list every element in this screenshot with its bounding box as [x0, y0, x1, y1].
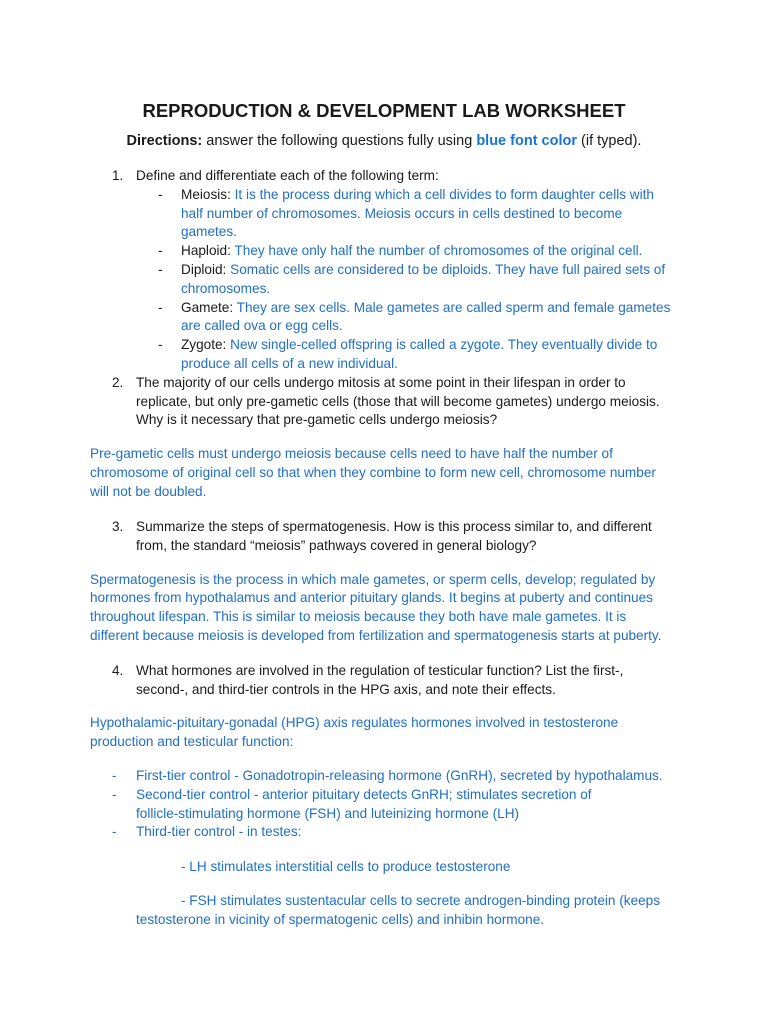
- term-answer: gametes.: [181, 224, 237, 239]
- term-label: Haploid:: [181, 243, 235, 258]
- term-gamete: [181, 299, 670, 318]
- term-answer: are called ova or egg cells.: [181, 318, 343, 333]
- term-answer: It is the process during which a cell divides to form daughter cells with: [234, 187, 654, 202]
- q4-number: 4.: [112, 663, 124, 678]
- term-haploid: [181, 242, 642, 261]
- q2-text: Why is it necessary that pre-gametic cells undergo meiosis?: [136, 412, 498, 427]
- list-bullet: -: [158, 300, 163, 315]
- answer-bullet: -: [112, 824, 117, 839]
- q4-answer: Hypothalamic-pituitary-gonadal (HPG) axis regulates hormones involved in testosterone: [90, 715, 619, 730]
- q2-answer: chromosome of original cell so that when they combine to form new cell, chromosome number: [90, 465, 656, 480]
- q2-text: replicate, but only pre-gametic cells (those that will become gametes) undergo meiosis.: [136, 394, 660, 409]
- term-zygote: [181, 336, 657, 355]
- term-label: Zygote:: [181, 337, 231, 352]
- q2-answer: Pre-gametic cells must undergo meiosis because cells need to have half the number of: [90, 446, 613, 461]
- term-diploid: [181, 261, 665, 280]
- list-bullet: -: [158, 337, 163, 352]
- lh-effect: - LH stimulates interstitial cells to produce testosterone: [181, 859, 511, 874]
- q1-number: 1.: [112, 168, 124, 183]
- fsh-effect: testosterone in vicinity of spermatogenic cells) and inhibin hormone.: [136, 912, 545, 927]
- list-bullet: -: [158, 243, 163, 258]
- term-meiosis: [181, 186, 654, 205]
- term-answer: chromosomes.: [181, 281, 271, 296]
- q3-text: from, the standard “meiosis” pathways covered in general biology?: [136, 538, 537, 553]
- fsh-effect: - FSH stimulates sustentacular cells to secrete androgen-binding protein (keeps: [181, 893, 661, 908]
- directions-highlight: blue font color: [476, 133, 577, 149]
- q4-text: What hormones are involved in the regulation of testicular function? List the first-,: [136, 663, 624, 678]
- term-label: Diploid:: [181, 262, 231, 277]
- directions-label: Directions:: [126, 133, 203, 149]
- term-answer: They have only half the number of chromosomes of the original cell.: [234, 243, 643, 258]
- term-answer: produce all cells of a new individual.: [181, 356, 398, 371]
- q2-text: The majority of our cells undergo mitosis at some point in their lifespan in order to: [136, 375, 626, 390]
- q2-answer: will not be doubled.: [90, 484, 207, 499]
- tier-three-control: Third-tier control - in testes:: [136, 824, 302, 839]
- directions-text-end: (if typed).: [577, 133, 642, 149]
- q3-answer: hormones from hypothalamus and anterior pituitary glands. It begins at puberty and continues: [90, 590, 653, 605]
- q3-text: Summarize the steps of spermatogenesis. How is this process similar to, and different: [136, 519, 652, 534]
- term-answer: New single-celled offspring is called a zygote. They eventually divide to: [230, 337, 658, 352]
- term-answer: They are sex cells. Male gametes are called sperm and female gametes: [236, 300, 671, 315]
- q3-answer: different because meiosis is developed from fertilization and spermatogenesis starts at puberty.: [90, 628, 662, 643]
- term-answer: Somatic cells are considered to be diploids. They have full paired sets of: [230, 262, 666, 277]
- q3-answer: throughout lifespan. This is similar to meiosis because they both have male gametes. It is: [90, 609, 627, 624]
- term-label: Meiosis:: [181, 187, 235, 202]
- term-label: Gamete:: [181, 300, 237, 315]
- list-bullet: -: [158, 262, 163, 277]
- q2-number: 2.: [112, 375, 124, 390]
- answer-bullet: -: [112, 768, 117, 783]
- q3-answer: Spermatogenesis is the process in which male gametes, or sperm cells, develop; regulated by: [90, 572, 656, 587]
- directions-line: [0, 131, 768, 151]
- tier-two-control: follicle-stimulating hormone (FSH) and luteinizing hormone (LH): [136, 806, 520, 821]
- q4-text: second-, and third-tier controls in the HPG axis, and note their effects.: [136, 682, 556, 697]
- q3-number: 3.: [112, 519, 124, 534]
- list-bullet: -: [158, 187, 163, 202]
- worksheet-title: REPRODUCTION & DEVELOPMENT LAB WORKSHEET: [142, 100, 626, 121]
- answer-bullet: -: [112, 787, 117, 802]
- directions-text: answer the following questions fully using: [202, 133, 477, 149]
- q1-text: Define and differentiate each of the following term:: [136, 168, 439, 183]
- tier-one-control: First-tier control - Gonadotropin-releasing hormone (GnRH), secreted by hypothalamus.: [136, 768, 663, 783]
- q4-answer: production and testicular function:: [90, 734, 294, 749]
- term-answer: half number of chromosomes. Meiosis occurs in cells destined to become: [181, 206, 623, 221]
- tier-two-control: Second-tier control - anterior pituitary detects GnRH; stimulates secretion of: [136, 787, 592, 802]
